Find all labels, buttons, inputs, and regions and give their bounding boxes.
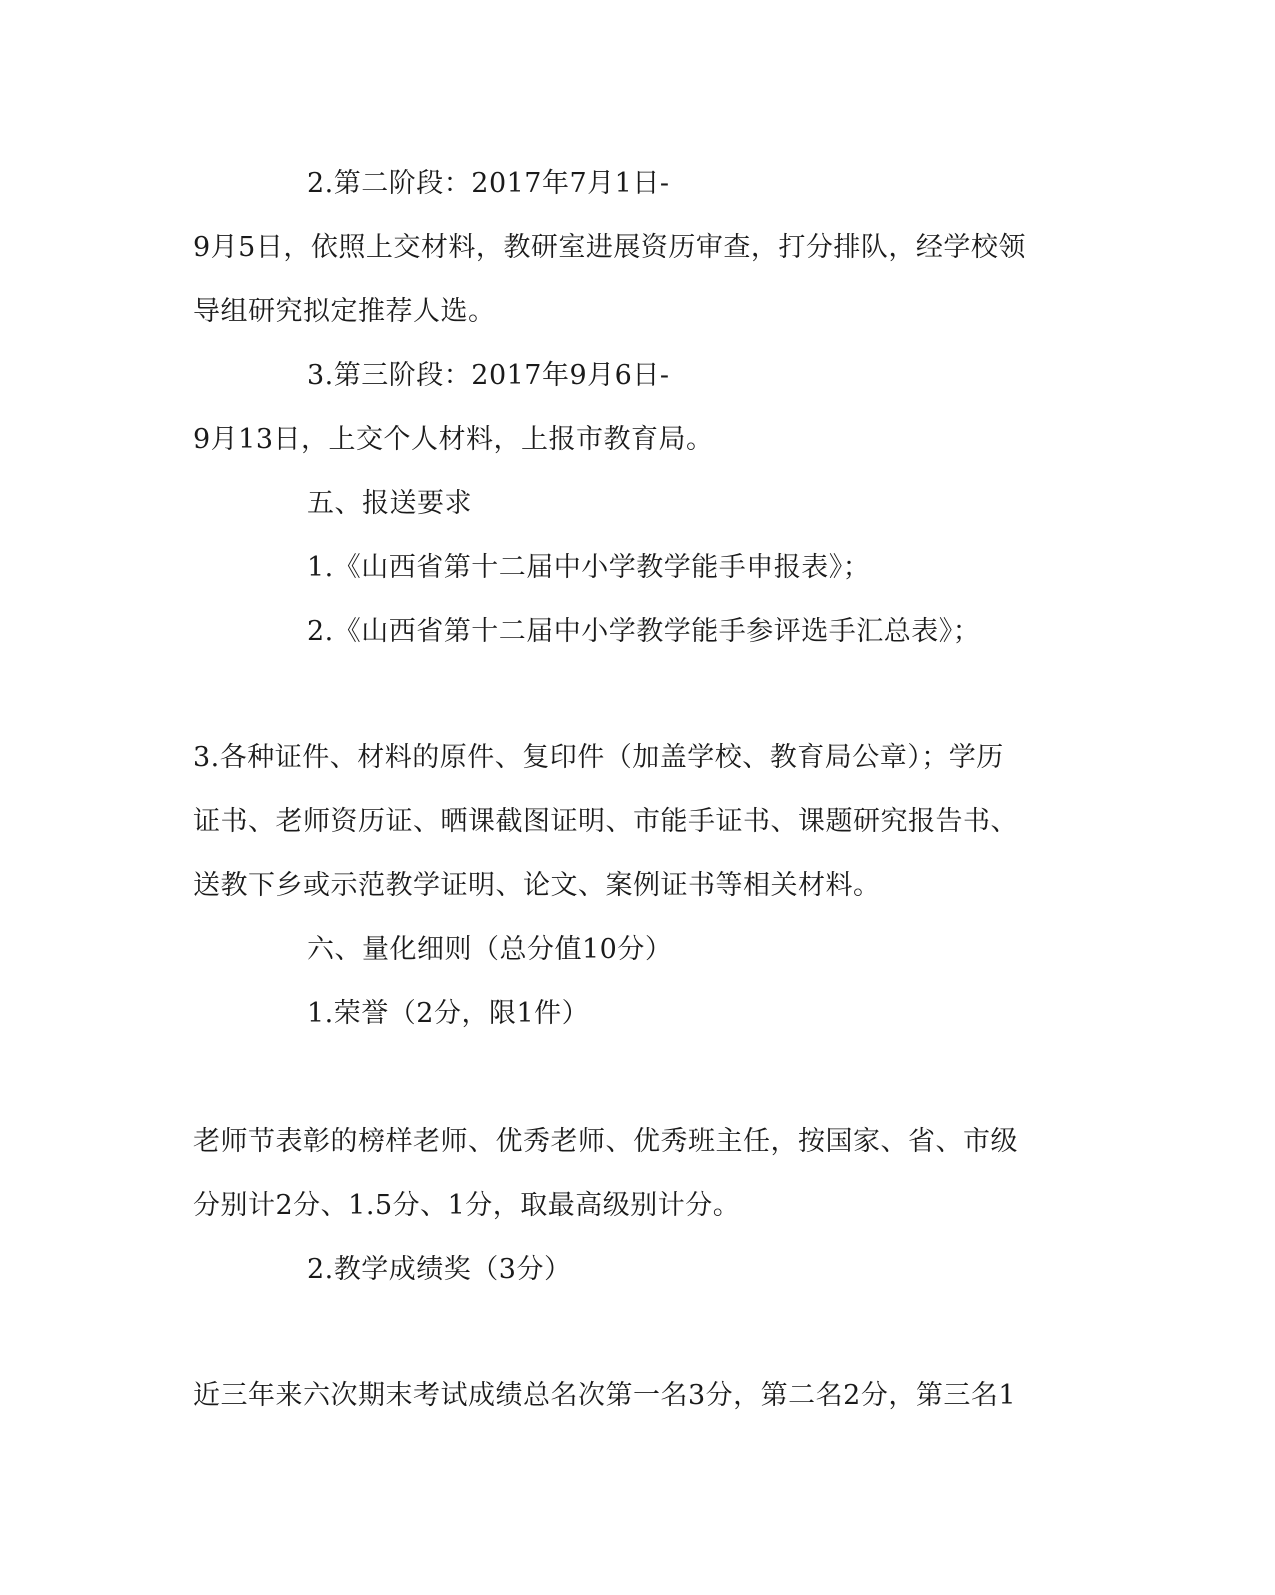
section-heading-scoring: 六、量化细则（总分值10分）: [307, 934, 673, 965]
paragraph-line: 近三年来六次期末考试成绩总名次第一名3分，第二名2分，第三名1: [193, 1380, 1017, 1411]
paragraph-line: 9月13日，上交个人材料，上报市教育局。: [193, 424, 714, 455]
list-item: 2.《山西省第十二届中小学教学能手参评选手汇总表》；: [307, 616, 981, 647]
subheading-teaching-award: 2.教学成绩奖（3分）: [307, 1254, 572, 1285]
list-item: 1.《山西省第十二届中小学教学能手申报表》；: [307, 552, 871, 583]
paragraph-line-stage-three: 3.第三阶段：2017年9月6日-: [307, 360, 670, 391]
subheading-honors: 1.荣誉（2分，限1件）: [307, 998, 590, 1029]
section-heading-submission: 五、报送要求: [307, 488, 472, 519]
paragraph-line: 导组研究拟定推荐人选。: [193, 296, 496, 327]
paragraph-line-stage-two: 2.第二阶段：2017年7月1日-: [307, 168, 670, 199]
paragraph-line: 证书、老师资历证、晒课截图证明、市能手证书、课题研究报告书、: [193, 806, 1018, 837]
paragraph-line: 分别计2分、1.5分、1分，取最高级别计分。: [193, 1190, 741, 1221]
paragraph-line: 送教下乡或示范教学证明、论文、案例证书等相关材料。: [193, 870, 881, 901]
paragraph-line: 老师节表彰的榜样老师、优秀老师、优秀班主任，按国家、省、市级: [193, 1126, 1018, 1157]
paragraph-line: 9月5日，依照上交材料，教研室进展资历审查，打分排队，经学校领: [193, 232, 1026, 263]
list-item: 3.各种证件、材料的原件、复印件（加盖学校、教育局公章）；学历: [193, 742, 1004, 773]
